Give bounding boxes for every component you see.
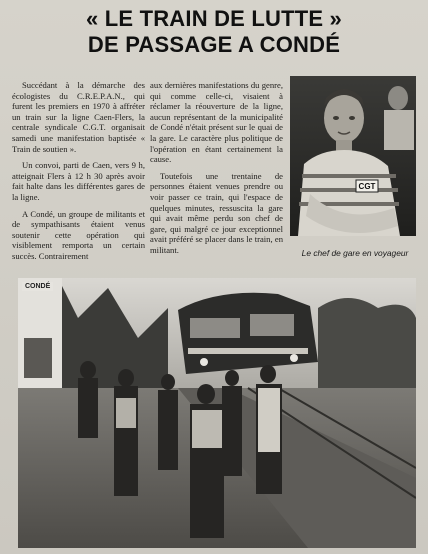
headline-line-1: « LE TRAIN DE LUTTE » <box>86 6 342 31</box>
cgt-badge-text: CGT <box>358 182 376 191</box>
station-photo <box>18 278 416 548</box>
portrait-photo <box>290 76 416 236</box>
paragraph: A Condé, un groupe de militants et de sympathisants étaient venus soutenir cette opération qui visiblement remporta un certain succès. Contrairement <box>12 208 145 261</box>
paragraph: aux dernières manifestations du genre, qui comme celle-ci, visaient à réclamer la réouverture de la ligne, aucun représentant de la municipalité de Condé n'était présent sur le quai de la gare. Le caractère plus politique de l'opération en étant certainement la cause. <box>150 80 283 165</box>
paragraph: Toutefois une trentaine de personnes étaient venues prendre ou voir passer ce train, qui l'espace de quelques minutes, ressuscita la gare qui avait même perdu son chef de gare, qui malgré ce jour exceptionnel avait préféré se placer dans le train, en militant. <box>150 170 283 255</box>
paragraph: Succédant à la démarche des écologistes du C.R.E.P.A.N., qui furent les premiers en 1970 à affréter un train sur la ligne Caen-Flers, la centrale syndicale C.G.T. organisait samedi une manifestation baptisée « Train de soutien ». <box>12 80 145 154</box>
article-column-2 <box>150 80 283 262</box>
station-sign: CONDÉ <box>22 282 53 291</box>
headline-line-2: DE PASSAGE A CONDÉ <box>87 32 341 57</box>
paragraph: Un convoi, parti de Caen, vers 9 h, atteignait Flers à 12 h 30 après avoir fait halte dans les différentes gares de la ligne. <box>12 160 145 202</box>
headline <box>0 6 428 58</box>
article-column-1 <box>12 80 145 268</box>
photo-caption: Le chef de gare en voyageur <box>301 248 409 258</box>
